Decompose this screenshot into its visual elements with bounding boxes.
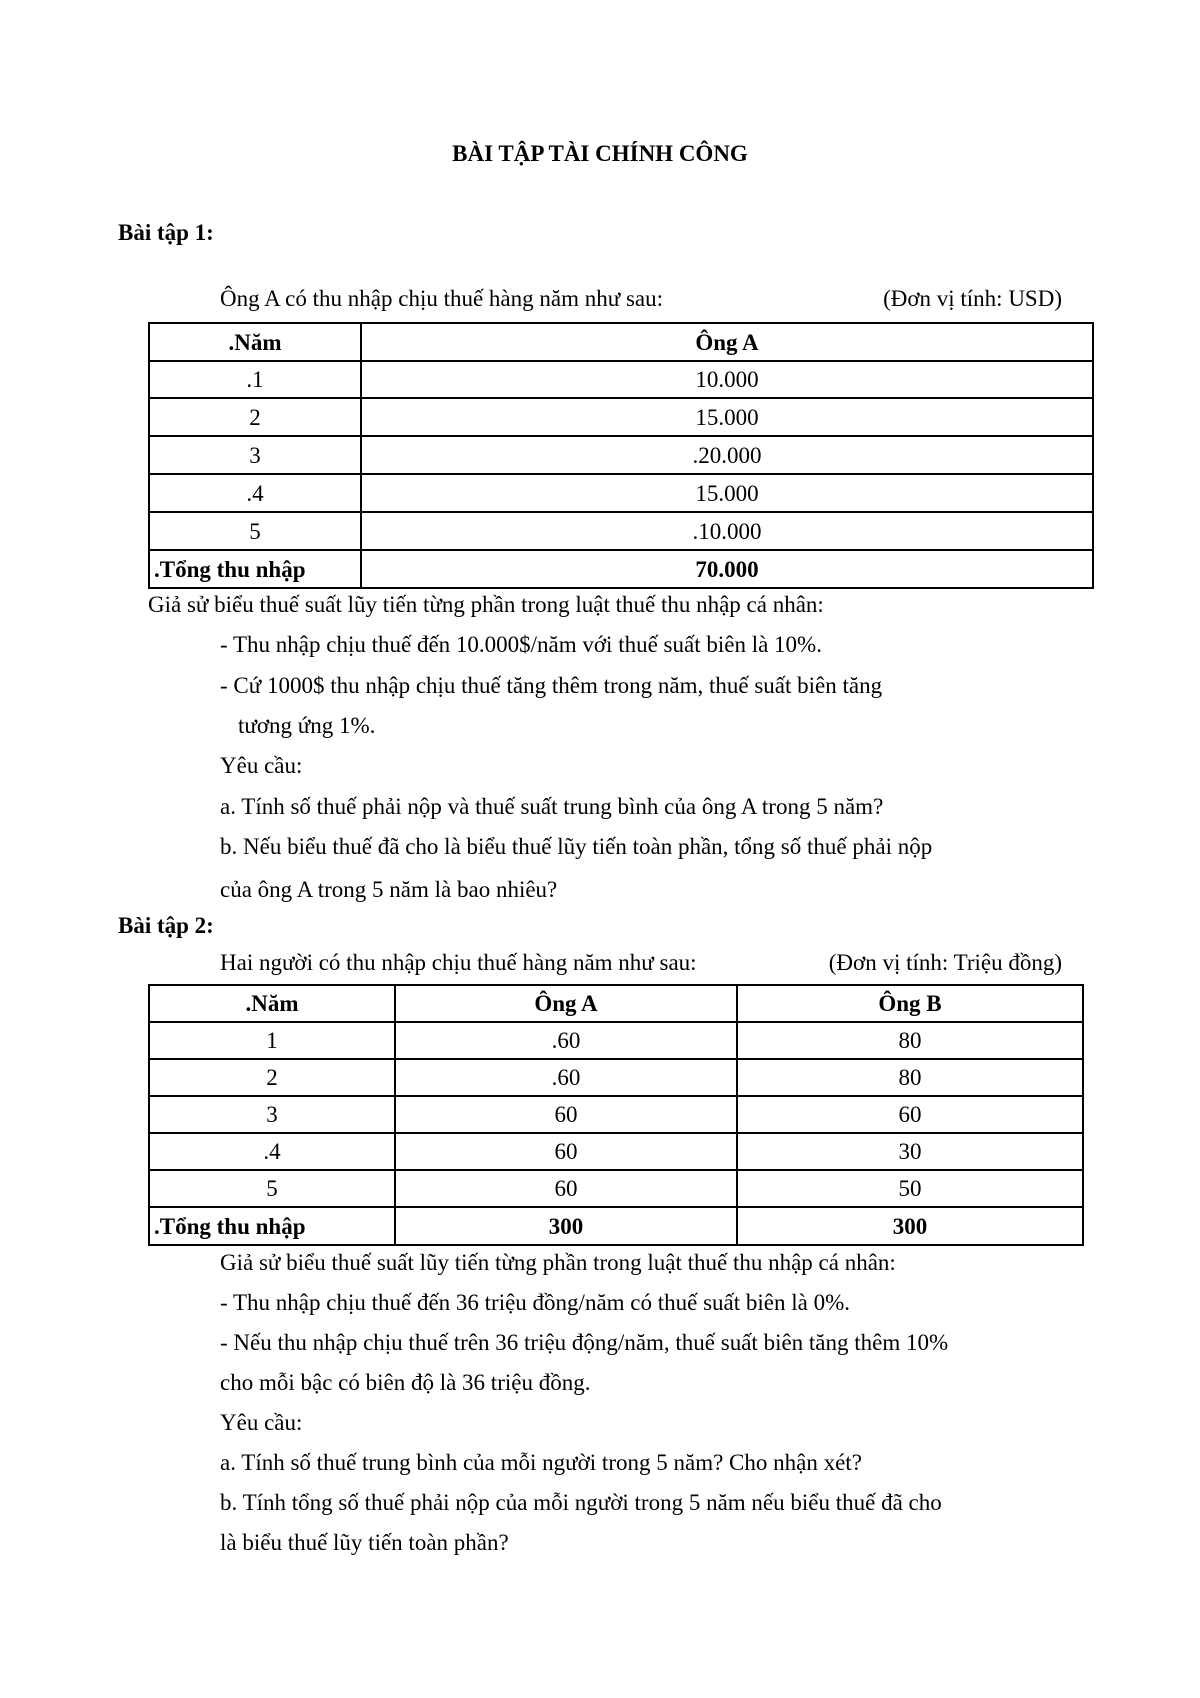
income-b-cell: 50 — [737, 1170, 1083, 1207]
table-total-row — [149, 550, 1093, 588]
year-cell: 3 — [149, 436, 361, 474]
table-row — [149, 1022, 1083, 1059]
income-cell: 15.000 — [361, 398, 1093, 436]
exercise-1-line-3: - Cứ 1000$ thu nhập chịu thuế tăng thêm trong năm, thuế suất biên tăng — [220, 673, 883, 698]
exercise-1-line-1: Giả sử biểu thuế suất lũy tiến từng phần trong luật thuế thu nhập cá nhân: — [148, 592, 824, 617]
column-header-year: .Năm — [149, 323, 361, 361]
year-cell: .4 — [149, 1133, 395, 1170]
exercise-2-unit: (Đơn vị tính: Triệu đồng) — [828, 950, 1062, 975]
total-a-value: 300 — [395, 1207, 737, 1245]
exercise-2-line-5: Yêu cầu: — [220, 1410, 303, 1435]
table-row — [149, 1059, 1083, 1096]
table-row — [149, 1096, 1083, 1133]
year-cell: .1 — [149, 361, 361, 398]
column-header-ong-a: Ông A — [361, 323, 1093, 361]
exercise-1-line-7: b. Nếu biểu thuế đã cho là biểu thuế lũy tiến toàn phần, tổng số thuế phải nộp — [220, 834, 933, 859]
table-row — [149, 436, 1093, 474]
income-b-cell: 60 — [737, 1096, 1083, 1133]
income-a-cell: 60 — [395, 1133, 737, 1170]
column-header-year: .Năm — [149, 985, 395, 1022]
income-b-cell: 30 — [737, 1133, 1083, 1170]
exercise-2-line-8: là biểu thuế lũy tiến toàn phần? — [220, 1530, 509, 1555]
exercise-2-line-1: Giả sử biểu thuế suất lũy tiến từng phần trong luật thuế thu nhập cá nhân: — [220, 1250, 896, 1275]
table-row — [149, 474, 1093, 512]
total-label: .Tổng thu nhập — [149, 550, 361, 588]
income-cell: 10.000 — [361, 361, 1093, 398]
exercise-1-heading: Bài tập 1: — [118, 220, 214, 245]
table-total-row — [149, 1207, 1083, 1245]
income-a-cell: .60 — [395, 1059, 737, 1096]
exercise-1-table — [148, 322, 1094, 589]
table-row — [149, 398, 1093, 436]
total-b-value: 300 — [737, 1207, 1083, 1245]
year-cell: 2 — [149, 1059, 395, 1096]
exercise-1-unit: (Đơn vị tính: USD) — [883, 286, 1062, 311]
income-cell: .10.000 — [361, 512, 1093, 550]
year-cell: 5 — [149, 1170, 395, 1207]
income-b-cell: 80 — [737, 1059, 1083, 1096]
exercise-2-heading: Bài tập 2: — [118, 913, 214, 938]
exercise-1-line-4: tương ứng 1%. — [238, 713, 376, 738]
exercise-2-line-2: - Thu nhập chịu thuế đến 36 triệu đồng/năm có thuế suất biên là 0%. — [220, 1290, 851, 1315]
total-label: .Tổng thu nhập — [149, 1207, 395, 1245]
total-value: 70.000 — [361, 550, 1093, 588]
year-cell: 2 — [149, 398, 361, 436]
table-row — [149, 1133, 1083, 1170]
exercise-1-line-8: của ông A trong 5 năm là bao nhiêu? — [220, 877, 558, 902]
table-header-row — [149, 323, 1093, 361]
table-row — [149, 361, 1093, 398]
exercise-1-line-5: Yêu cầu: — [220, 753, 303, 778]
column-header-ong-a: Ông A — [395, 985, 737, 1022]
exercise-2-intro: Hai người có thu nhập chịu thuế hàng năm như sau: — [220, 950, 697, 975]
exercise-2-table — [148, 984, 1084, 1246]
exercise-2-line-4: cho mỗi bậc có biên độ là 36 triệu đồng. — [220, 1370, 591, 1395]
table-row — [149, 1170, 1083, 1207]
exercise-2-line-3: - Nếu thu nhập chịu thuế trên 36 triệu động/năm, thuế suất biên tăng thêm 10% — [220, 1330, 949, 1355]
exercise-2-line-6: a. Tính số thuế trung bình của mỗi người trong 5 năm? Cho nhận xét? — [220, 1450, 862, 1475]
column-header-ong-b: Ông B — [737, 985, 1083, 1022]
page-title: BÀI TẬP TÀI CHÍNH CÔNG — [452, 141, 748, 166]
income-a-cell: 60 — [395, 1170, 737, 1207]
year-cell: 1 — [149, 1022, 395, 1059]
year-cell: 3 — [149, 1096, 395, 1133]
table-header-row — [149, 985, 1083, 1022]
year-cell: 5 — [149, 512, 361, 550]
income-cell: 15.000 — [361, 474, 1093, 512]
income-cell: .20.000 — [361, 436, 1093, 474]
exercise-1-line-2: - Thu nhập chịu thuế đến 10.000$/năm với thuế suất biên là 10%. — [220, 632, 822, 657]
year-cell: .4 — [149, 474, 361, 512]
exercise-1-line-6: a. Tính số thuế phải nộp và thuế suất trung bình của ông A trong 5 năm? — [220, 794, 884, 819]
exercise-1-intro: Ông A có thu nhập chịu thuế hàng năm như sau: — [220, 286, 664, 311]
income-a-cell: .60 — [395, 1022, 737, 1059]
income-b-cell: 80 — [737, 1022, 1083, 1059]
exercise-2-line-7: b. Tính tổng số thuế phải nộp của mỗi người trong 5 năm nếu biểu thuế đã cho — [220, 1490, 942, 1515]
income-a-cell: 60 — [395, 1096, 737, 1133]
table-row — [149, 512, 1093, 550]
